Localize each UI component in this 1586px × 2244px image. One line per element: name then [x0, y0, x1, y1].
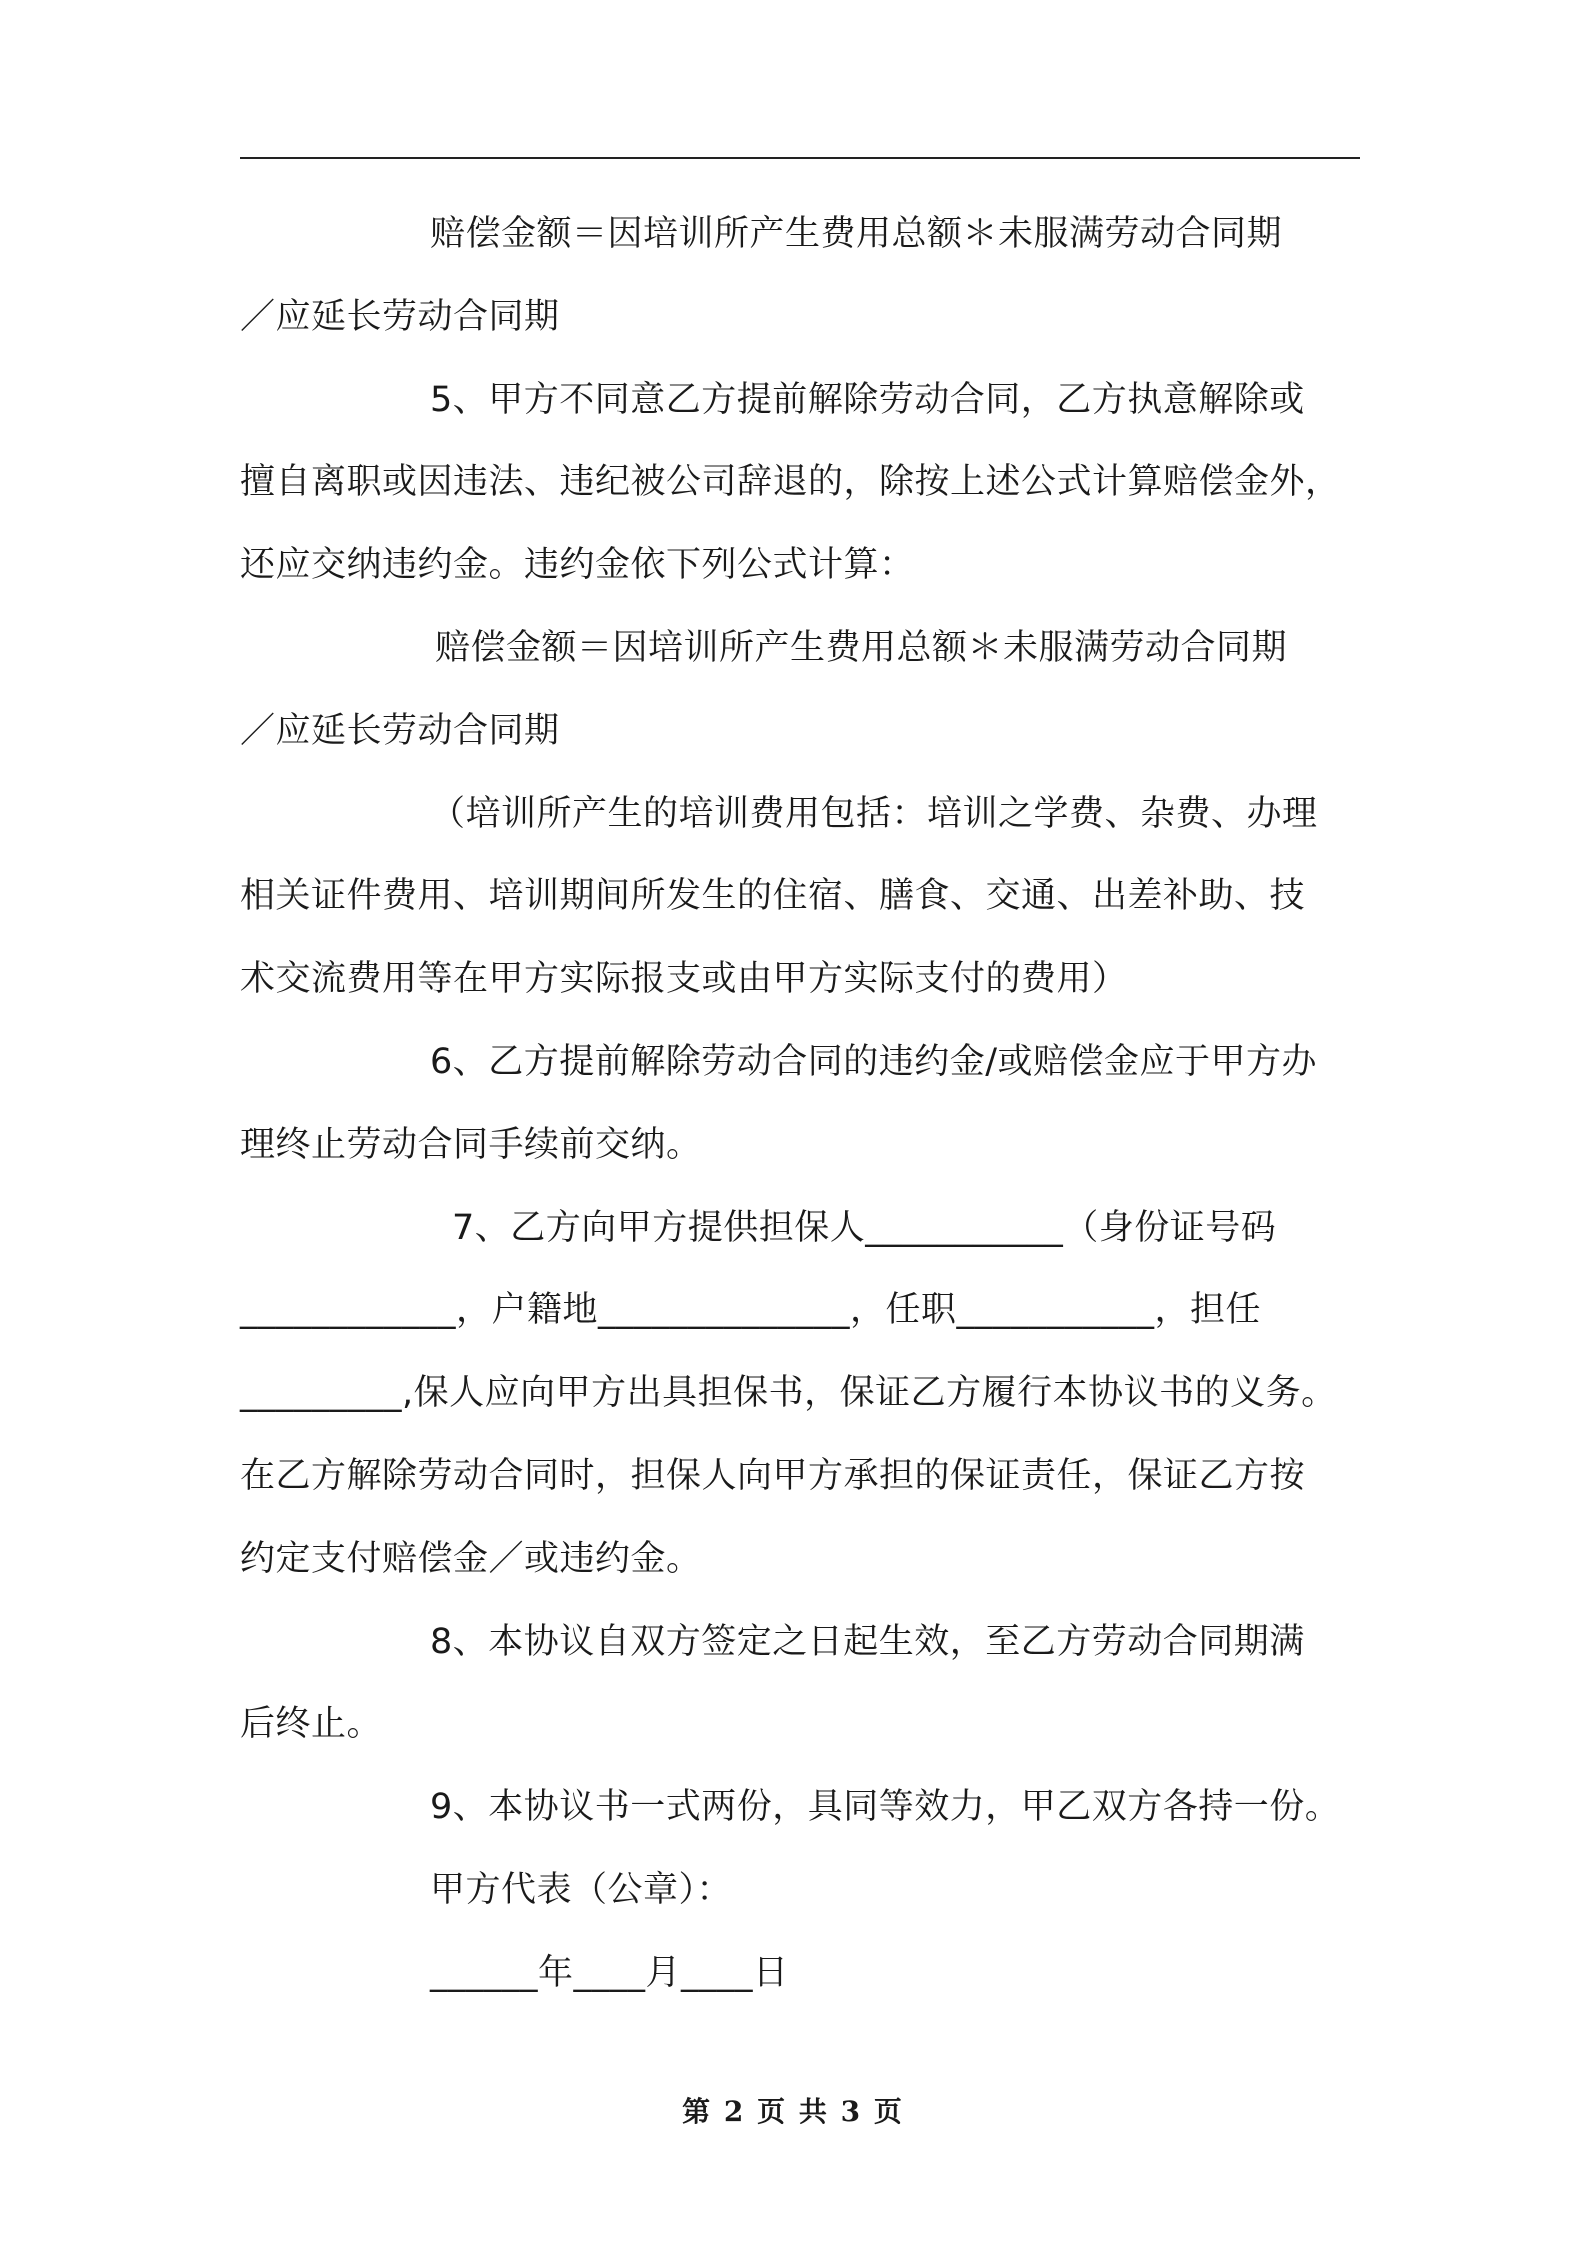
- clause-7-line-1: 7、乙方向甲方提供担保人___________（身份证号码: [452, 1207, 1277, 1248]
- party-a-signature-label: 甲方代表（公章）：: [430, 1869, 733, 1910]
- clause-9-line: 9、本协议书一式两份，具同等效力，甲乙双方各持一份。: [430, 1787, 1341, 1828]
- note-line-2: 相关证件费用、培训期间所发生的住宿、膳食、交通、出差补助、技: [240, 876, 1306, 917]
- header-rule: [240, 157, 1360, 159]
- page-number: 第 2 页 共 3 页: [682, 2095, 904, 2128]
- formula-line-2b: ／应延长劳动合同期: [240, 710, 560, 751]
- formula-line-1b: ／应延长劳动合同期: [240, 296, 560, 337]
- formula-line-1a: 赔偿金额＝因培训所产生费用总额＊未服满劳动合同期: [430, 214, 1283, 254]
- clause-7-line-2: ____________，户籍地______________，任职___________，担任: [240, 1290, 1262, 1331]
- formula-line-2a: 赔偿金额＝因培训所产生费用总额＊未服满劳动合同期: [435, 627, 1288, 668]
- clause-5-line-2: 擅自离职或因违法、违纪被公司辞退的，除按上述公式计算赔偿金外，: [240, 462, 1341, 503]
- clause-7-line-4: 在乙方解除劳动合同时，担保人向甲方承担的保证责任，保证乙方按: [240, 1455, 1306, 1496]
- clause-5-line-3: 还应交纳违约金。违约金依下列公式计算：: [240, 545, 915, 586]
- note-line-3: 术交流费用等在甲方实际报支或由甲方实际支付的费用）: [240, 959, 1128, 1000]
- clause-7-line-3: _________,保人应向甲方出具担保书，保证乙方履行本协议书的义务。: [240, 1373, 1337, 1414]
- clause-6-line-2: 理终止劳动合同手续前交纳。: [240, 1124, 702, 1165]
- clause-8-line-1: 8、本协议自双方签定之日起生效，至乙方劳动合同期满: [430, 1621, 1305, 1662]
- clause-7-line-5: 约定支付赔偿金／或违约金。: [240, 1538, 702, 1579]
- document-body: [240, 193, 1360, 2015]
- date-line: ______年____月____日: [430, 1952, 789, 1993]
- clause-6-line-1: 6、乙方提前解除劳动合同的违约金/或赔偿金应于甲方办: [430, 1041, 1318, 1082]
- clause-5-line-1: 5、甲方不同意乙方提前解除劳动合同，乙方执意解除或: [430, 379, 1305, 420]
- clause-8-line-2: 后终止。: [240, 1704, 383, 1745]
- note-line-1: （培训所产生的培训费用包括：培训之学费、杂费、办理: [430, 793, 1318, 834]
